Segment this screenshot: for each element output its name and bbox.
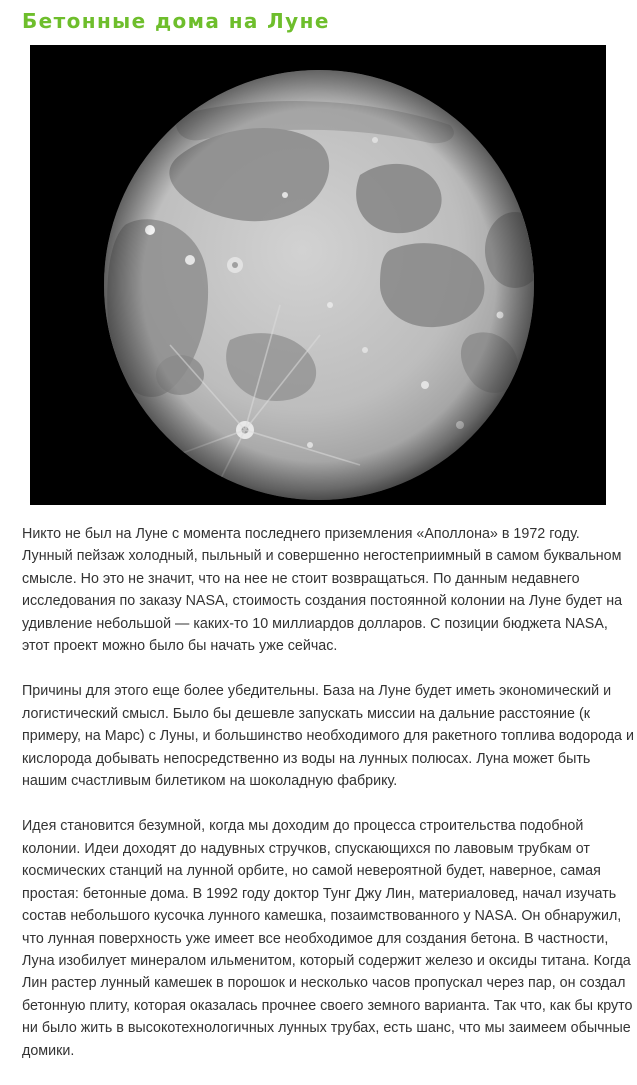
article-paragraph: Идея становится безумной, когда мы доходим до процесса строительства подобной колонии. Идеи доходят до надувных стручков, спускающихся по лавовым трубкам от космических станций на лунной орбите, но самой невероятной будет, наверное, самая простая: бетонные дома. В 1992 году доктор Тунг Джу Лин, материаловед, начал изучать состав небольшого кусочка лунного камешка, позаимствованного у NASA. Он обнаружил, что лунная поверхность уже имеет все необходимое для создания бетона. В частности, Луна изобилует минералом ильменитом, который содержит железо и оксиды титана. Когда Лин растер лунный камешек в порошок и несколько часов пропускал через пар, он создал бетонную плиту, которая оказалась прочнее своего земного варианта. Так что, как бы круто ни было жить в высокотехнологичных лунных трубах, есть шанс, что мы заимеем обычные домики.	[22, 818, 633, 1059]
article-body	[22, 523, 634, 1085]
article-title: Бетонные дома на Луне	[22, 9, 330, 33]
article-paragraph: Причины для этого еще более убедительны. База на Луне будет иметь экономический и логистический смысл. Было бы дешевле запускать миссии на дальние расстояние (к примеру, на Марс) с Луны, и большинство необходимого для ракетного топлива водорода и кислорода добывать непосредственно из воды на лунных полюсах. Луна может быть нашим счастливым билетиком на шоколадную фабрику.	[22, 683, 634, 790]
moon-illustration	[30, 45, 606, 505]
article-paragraph: Никто не был на Луне с момента последнего приземления «Аполлона» в 1972 году. Лунный пейзаж холодный, пыльный и совершенно негостеприимный в самом буквальном смысле. Но это не значит, что на нее не стоит возвращаться. По данным недавнего исследования по заказу NASA, стоимость создания постоянной колонии на Луне будет на удивление небольшой — каких-то 10 миллиардов долларов. С позиции бюджета NASA, этот проект можно было бы начать уже сейчас.	[22, 526, 623, 655]
moon-photo	[30, 45, 606, 505]
